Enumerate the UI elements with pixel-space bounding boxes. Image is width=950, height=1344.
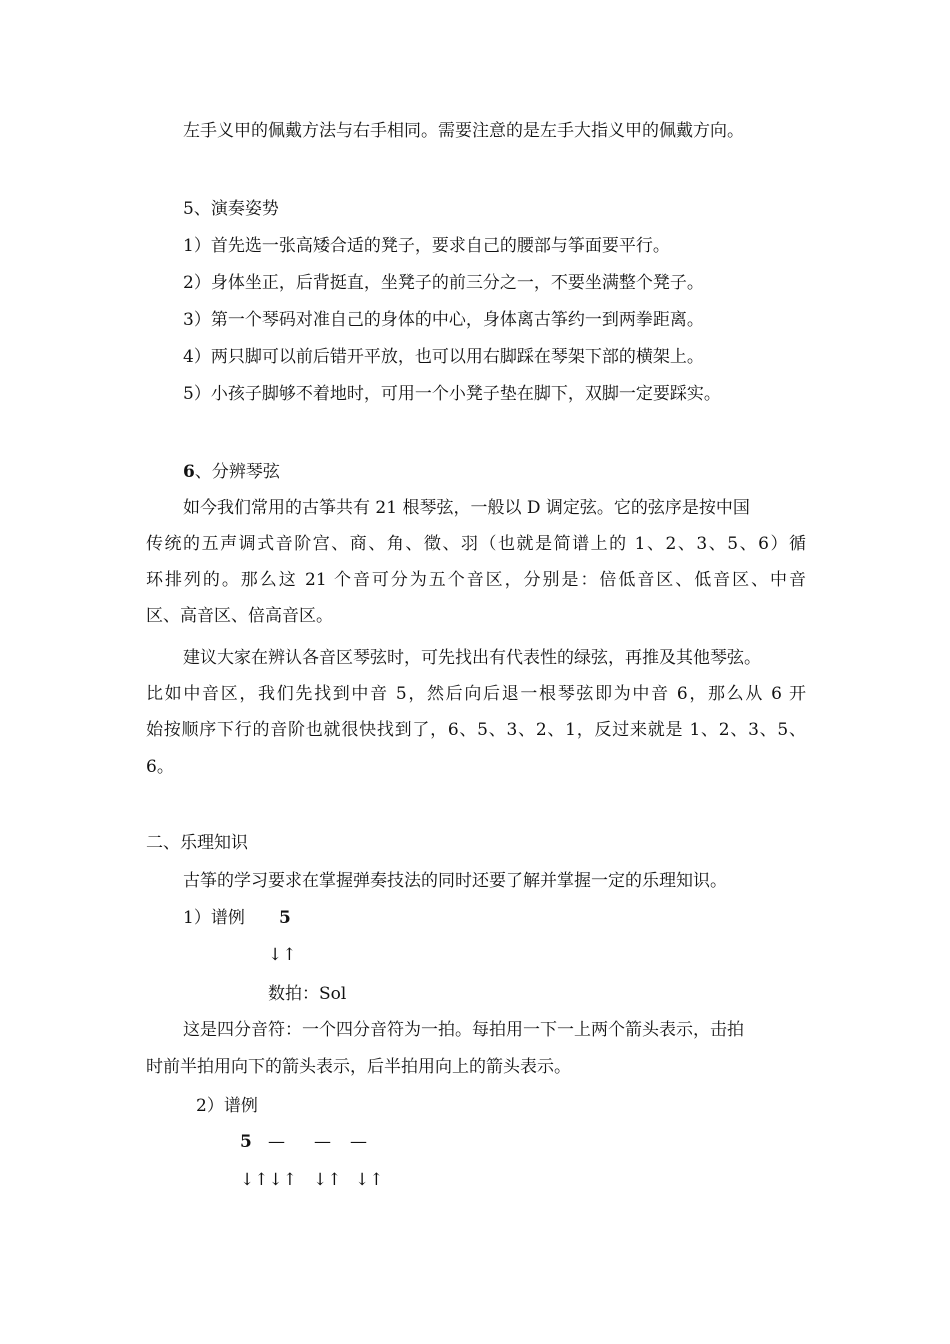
strings-heading-text: 、分辨琴弦	[194, 462, 280, 482]
posture-item-3: 3）第一个琴码对准自己的身体的中心，身体离古筝约一到两拳距离。	[183, 310, 704, 330]
example-2-arrows-3: ↓↑	[355, 1170, 384, 1190]
theory-intro: 古筝的学习要求在掌握弹奏技法的同时还要了解并掌握一定的乐理知识。	[183, 871, 727, 891]
left-nail-paragraph: 左手义甲的佩戴方法与右手相同。需要注意的是左手大指义甲的佩戴方向。	[183, 121, 744, 141]
example-1-desc-line-1: 这是四分音符：一个四分音符为一拍。每拍用一下一上两个箭头表示，击拍	[183, 1020, 744, 1040]
example-2-label: 2）谱例	[196, 1096, 258, 1116]
posture-item-1: 1）首先选一张高矮合适的凳子，要求自己的腰部与筝面要平行。	[183, 236, 670, 256]
example-2-dash-2: —	[314, 1132, 331, 1152]
strings-heading-number: 6	[183, 462, 195, 482]
posture-item-5: 5）小孩子脚够不着地时，可用一个小凳子垫在脚下，双脚一定要踩实。	[183, 384, 721, 404]
strings-p1-line-4: 区、高音区、倍高音区。	[146, 606, 333, 626]
strings-heading	[183, 462, 280, 482]
example-2-arrows-1: ↓↑↓↑	[240, 1170, 297, 1190]
example-1-beat-arrows: ↓↑	[268, 945, 297, 965]
posture-item-2: 2）身体坐正，后背挺直，坐凳子的前三分之一，不要坐满整个凳子。	[183, 273, 704, 293]
example-1-note: 5	[279, 908, 291, 928]
example-2-dash-3: —	[350, 1132, 367, 1152]
strings-p2-line-1: 建议大家在辨认各音区琴弦时，可先找出有代表性的绿弦，再推及其他琴弦。	[183, 648, 761, 668]
strings-p1-line-2: 传统的五声调式音阶宫、商、角、徵、羽（也就是简谱上的 1、2、3、5、6）循	[146, 534, 806, 554]
strings-p1-line-3: 环排列的。那么这 21 个音可分为五个音区，分别是：倍低音区、低音区、中音	[146, 570, 806, 590]
example-2-arrows-2: ↓↑	[313, 1170, 342, 1190]
example-1-label: 1）谱例	[183, 908, 245, 928]
strings-p2-line-3: 始按顺序下行的音阶也就很快找到了，6、5、3、2、1，反过来就是 1、2、3、5、	[146, 720, 806, 740]
example-1-count: 数拍：Sol	[268, 984, 347, 1004]
example-1-desc-line-2: 时前半拍用向下的箭头表示，后半拍用向上的箭头表示。	[146, 1057, 571, 1077]
example-2-dash-1: —	[268, 1132, 285, 1152]
strings-p2-line-2: 比如中音区，我们先找到中音 5，然后向后退一根琴弦即为中音 6，那么从 6 开	[146, 684, 806, 704]
example-2-note: 5	[240, 1132, 252, 1152]
strings-p2-line-4: 6。	[146, 757, 174, 777]
strings-p1-line-1: 如今我们常用的古筝共有 21 根琴弦，一般以 D 调定弦。它的弦序是按中国	[183, 498, 750, 518]
posture-heading: 5、演奏姿势	[183, 199, 279, 219]
posture-item-4: 4）两只脚可以前后错开平放，也可以用右脚踩在琴架下部的横架上。	[183, 347, 704, 367]
theory-heading: 二、乐理知识	[146, 833, 248, 853]
